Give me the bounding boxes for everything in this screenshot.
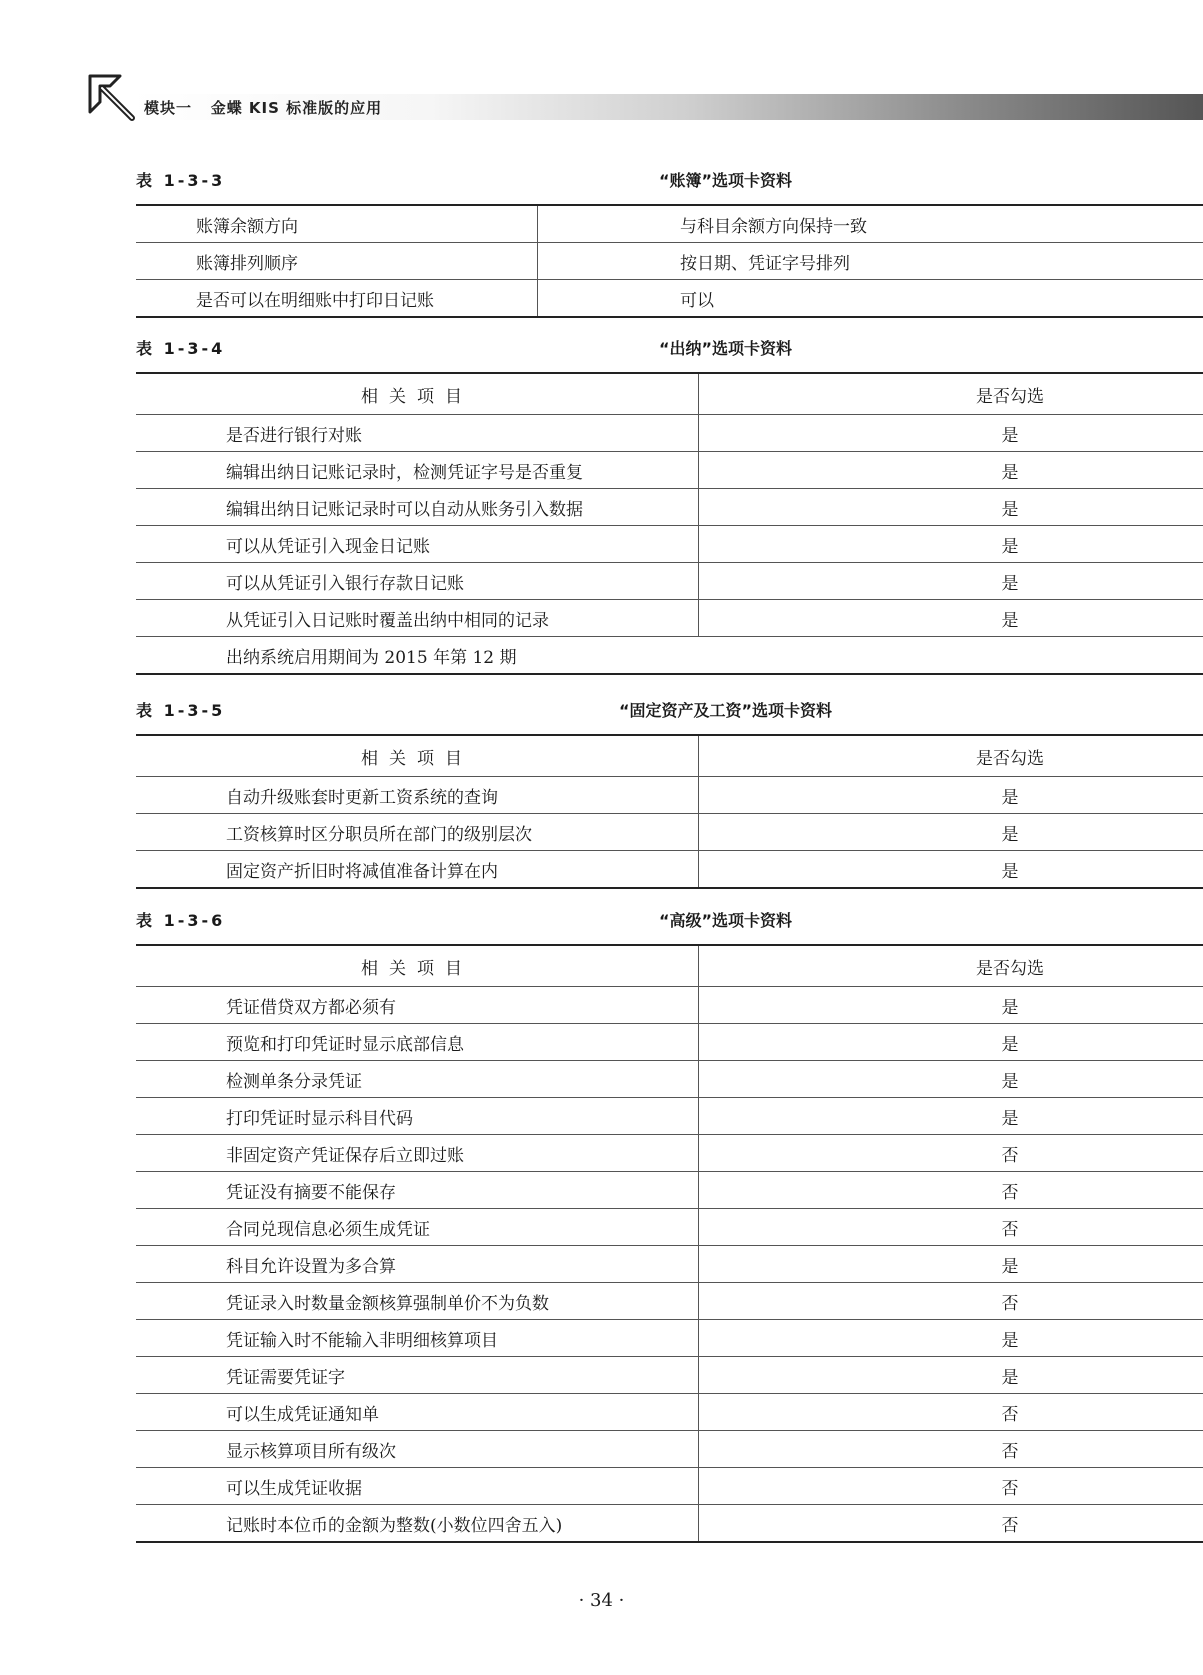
option-checked-value: 是 [699, 415, 1203, 452]
table-row [136, 1172, 1203, 1209]
table-1-3-3 [136, 204, 1203, 318]
option-checked-value: 是 [699, 563, 1203, 600]
option-checked-value: 是 [699, 1024, 1203, 1061]
table-title: “出纳”选项卡资料 [658, 339, 793, 358]
table-row [136, 1246, 1203, 1283]
table-1-3-5 [136, 734, 1203, 889]
value-cell: 可以 [538, 280, 1203, 318]
option-label: 凭证需要凭证字 [136, 1357, 699, 1394]
setting-cell: 账簿余额方向 [136, 205, 538, 243]
table-row [136, 280, 1203, 318]
option-checked-value: 是 [699, 1357, 1203, 1394]
option-label: 凭证借贷双方都必须有 [136, 987, 699, 1024]
option-label: 打印凭证时显示科目代码 [136, 1098, 699, 1135]
option-checked-value: 否 [699, 1209, 1203, 1246]
option-label: 科目允许设置为多合算 [136, 1246, 699, 1283]
option-label: 工资核算时区分职员所在部门的级别层次 [136, 814, 699, 851]
option-checked-value: 否 [699, 1505, 1203, 1543]
option-label: 非固定资产凭证保存后立即过账 [136, 1135, 699, 1172]
table-1-3-6 [136, 944, 1203, 1543]
table-row [136, 1283, 1203, 1320]
option-label: 编辑出纳日记账记录时可以自动从账务引入数据 [136, 489, 699, 526]
table-row [136, 1209, 1203, 1246]
table-row [136, 243, 1203, 280]
option-checked-value: 是 [699, 489, 1203, 526]
table-header-row [136, 735, 1203, 777]
table-row [136, 1024, 1203, 1061]
column-header-item: 相关项目 [136, 735, 699, 777]
option-label: 检测单条分录凭证 [136, 1061, 699, 1098]
table-row [136, 1135, 1203, 1172]
table-row [136, 1098, 1203, 1135]
option-label: 可以从凭证引入银行存款日记账 [136, 563, 699, 600]
option-label: 合同兑现信息必须生成凭证 [136, 1209, 699, 1246]
option-checked-value: 是 [699, 851, 1203, 889]
option-checked-value: 是 [699, 452, 1203, 489]
table-number: 表 1-3-6 [136, 911, 226, 930]
header-title [144, 96, 382, 120]
table-row [136, 600, 1203, 637]
column-header-checked: 是否勾选 [699, 945, 1203, 987]
table-row [136, 1320, 1203, 1357]
table-1-3-3-caption [136, 168, 1203, 194]
option-checked-value: 是 [699, 1246, 1203, 1283]
table-title: “固定资产及工资”选项卡资料 [618, 701, 833, 720]
table-row [136, 814, 1203, 851]
option-label: 从凭证引入日记账时覆盖出纳中相同的记录 [136, 600, 699, 637]
table-row [136, 1431, 1203, 1468]
table-row [136, 777, 1203, 814]
option-label: 凭证输入时不能输入非明细核算项目 [136, 1320, 699, 1357]
option-label: 预览和打印凭证时显示底部信息 [136, 1024, 699, 1061]
table-row [136, 526, 1203, 563]
option-checked-value: 是 [699, 600, 1203, 637]
option-checked-value: 否 [699, 1431, 1203, 1468]
option-checked-value: 否 [699, 1172, 1203, 1209]
option-checked-value: 否 [699, 1135, 1203, 1172]
module-label: 模块一 [144, 99, 193, 117]
option-label: 编辑出纳日记账记录时，检测凭证字号是否重复 [136, 452, 699, 489]
table-header-row [136, 373, 1203, 415]
table-row [136, 415, 1203, 452]
table-number: 表 1-3-3 [136, 171, 226, 190]
table-title: “高级”选项卡资料 [658, 911, 793, 930]
option-label: 可以从凭证引入现金日记账 [136, 526, 699, 563]
table-1-3-4-caption [136, 336, 1203, 362]
table-1-3-4 [136, 372, 1203, 675]
table-row [136, 1505, 1203, 1543]
table-footer-row [136, 637, 1203, 675]
option-checked-value: 是 [699, 814, 1203, 851]
option-checked-value: 是 [699, 777, 1203, 814]
table-row [136, 205, 1203, 243]
option-label: 可以生成凭证通知单 [136, 1394, 699, 1431]
value-cell: 与科目余额方向保持一致 [538, 205, 1203, 243]
option-checked-value: 是 [699, 1061, 1203, 1098]
table-1-3-6-caption [136, 908, 1203, 934]
option-checked-value: 是 [699, 1098, 1203, 1135]
page-number: · 34 · [578, 1590, 625, 1611]
table-row [136, 1357, 1203, 1394]
option-label: 显示核算项目所有级次 [136, 1431, 699, 1468]
setting-cell: 账簿排列顺序 [136, 243, 538, 280]
option-label: 是否进行银行对账 [136, 415, 699, 452]
page-header [86, 72, 1203, 124]
book-title: 金蝶 KIS 标准版的应用 [210, 99, 383, 117]
column-header-item: 相关项目 [136, 373, 699, 415]
table-row [136, 1061, 1203, 1098]
table-row [136, 1468, 1203, 1505]
table-number: 表 1-3-4 [136, 339, 226, 358]
option-label: 记账时本位币的金额为整数(小数位四舍五入) [136, 1505, 699, 1543]
option-checked-value: 是 [699, 987, 1203, 1024]
table-row [136, 851, 1203, 889]
footer-note: 出纳系统启用期间为 2015 年第 12 期 [136, 637, 1203, 675]
option-label: 凭证没有摘要不能保存 [136, 1172, 699, 1209]
table-row [136, 987, 1203, 1024]
option-checked-value: 否 [699, 1283, 1203, 1320]
option-checked-value: 否 [699, 1468, 1203, 1505]
column-header-checked: 是否勾选 [699, 373, 1203, 415]
table-1-3-5-caption [136, 698, 1203, 724]
setting-cell: 是否可以在明细账中打印日记账 [136, 280, 538, 318]
table-row [136, 563, 1203, 600]
column-header-item: 相关项目 [136, 945, 699, 987]
option-label: 可以生成凭证收据 [136, 1468, 699, 1505]
column-header-checked: 是否勾选 [699, 735, 1203, 777]
option-checked-value: 是 [699, 1320, 1203, 1357]
table-number: 表 1-3-5 [136, 701, 226, 720]
value-cell: 按日期、凭证字号排列 [538, 243, 1203, 280]
table-title: “账簿”选项卡资料 [658, 171, 793, 190]
option-label: 自动升级账套时更新工资系统的查询 [136, 777, 699, 814]
module-logo-icon [86, 72, 138, 124]
table-row [136, 1394, 1203, 1431]
table-header-row [136, 945, 1203, 987]
option-label: 固定资产折旧时将减值准备计算在内 [136, 851, 699, 889]
option-checked-value: 是 [699, 526, 1203, 563]
table-row [136, 452, 1203, 489]
table-row [136, 489, 1203, 526]
option-label: 凭证录入时数量金额核算强制单价不为负数 [136, 1283, 699, 1320]
option-checked-value: 否 [699, 1394, 1203, 1431]
